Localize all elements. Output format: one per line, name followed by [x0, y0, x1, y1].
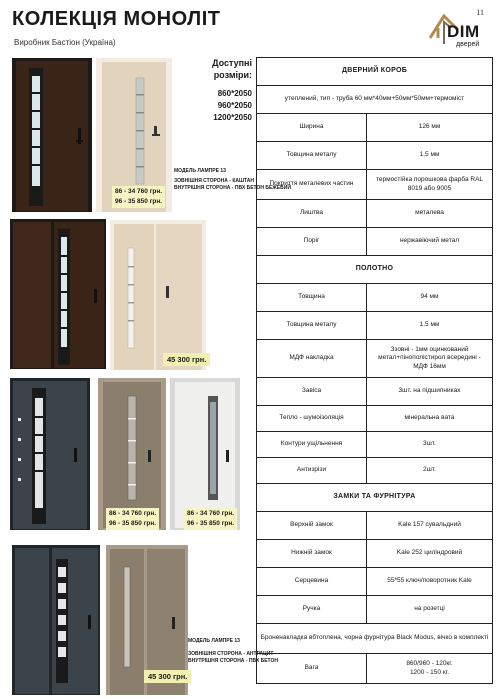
- door-image-anthracite-outside: [10, 378, 90, 530]
- table-row: Ширина 126 мм: [257, 114, 493, 142]
- table-row: МДФ накладка Ззовні - 1мм оцинкований метал+пінополістирол всередині - МДФ 16мм: [257, 340, 493, 378]
- table-row: Тепло - шумоізоляція мінеральна вата: [257, 406, 493, 432]
- model-caption-5: МОДЕЛЬ ЛАМПРЕ 13 ЗОВНІШНЯ СТОРОНА - АНТРАЦИТ ВНУТРІШНЯ СТОРОНА - ПВХ БЕТОН: [188, 638, 278, 664]
- table-row: Верхній замок Kale 157 сувальдний: [257, 512, 493, 540]
- logo-subtitle: дверей: [456, 41, 480, 48]
- table-section-header: ЗАМКИ ТА ФУРНІТУРА: [257, 484, 493, 512]
- page-title: КОЛЕКЦІЯ МОНОЛІТ: [12, 8, 221, 30]
- page-number: 11: [476, 8, 484, 17]
- table-row: Товщина 94 мм: [257, 284, 493, 312]
- table-section-header: ДВЕРНИЙ КОРОБ: [257, 58, 493, 86]
- door-image-double-beige: [110, 220, 206, 370]
- specification-table: [256, 57, 493, 684]
- table-row: Поріг нержавіючий метал: [257, 228, 493, 256]
- table-row: Антизрізи 2шт.: [257, 458, 493, 484]
- table-row: Серцевина 55*55 ключ/поворотник Kale: [257, 568, 493, 596]
- table-row: Завіса 3шт. на підшипниках: [257, 378, 493, 406]
- available-sizes: [176, 57, 252, 124]
- size-item: 1200*2050: [213, 113, 252, 122]
- door-image-cashtan-outside: [12, 58, 92, 212]
- table-row: Товщина металу 1.5 мм: [257, 312, 493, 340]
- sizes-title-line1: Доступні: [212, 58, 252, 68]
- logo-name: DIM: [447, 22, 480, 41]
- weight-value: 860/960 - 120кг. 1200 - 150 кг.: [367, 654, 493, 684]
- table-row: Покриття металевих частин термостійка порошкова фарба RAL 8019 або 9005: [257, 170, 493, 200]
- door-image-double-anthracite: [12, 545, 100, 695]
- table-row: Лиштва металева: [257, 200, 493, 228]
- price-tag-5: 45 300 грн.: [144, 670, 191, 683]
- manufacturer-subtitle: Виробник Бастіон (Україна): [14, 38, 116, 47]
- table-row: Товщина металу 1,5 мм: [257, 142, 493, 170]
- model-caption-1: МОДЕЛЬ ЛАМПРЕ 13 ЗОВНІШНЯ СТОРОНА - КАШТАН ВНУТРІШНЯ СТОРОНА - ПВХ БЕТОН БЕЖЕВИЙ: [174, 168, 291, 191]
- table-section-header: ПОЛОТНО: [257, 256, 493, 284]
- price-tag-3: 86 - 34 760 грн. 96 - 35 850 грн.: [106, 508, 159, 530]
- table-row: Вага 860/960 - 120кг. 1200 - 150 кг.: [257, 654, 493, 684]
- table-row: Броненакладка вбтоплена, чорна фурнітура Black Modus, вічко в комплекті: [257, 624, 493, 654]
- size-item: 960*2050: [217, 101, 252, 110]
- sizes-title-line2: розміри:: [213, 70, 252, 80]
- price-tag-2: 45 300 грн.: [163, 353, 210, 366]
- size-item: 860*2050: [217, 89, 252, 98]
- table-row: Ручка на розетці: [257, 596, 493, 624]
- table-row: Контури ущільнення 3шт.: [257, 432, 493, 458]
- door-image-double-cashtan: [10, 219, 106, 369]
- price-tag-1: 86 - 34 760 грн. 96 - 35 850 грн.: [112, 186, 165, 208]
- table-row: Нижній замок Kale 252 циліндровий: [257, 540, 493, 568]
- table-row: утеплений, тип - труба 60 мм*40мм+50мм*50мм+термоміст: [257, 86, 493, 114]
- price-tag-4: 86 - 34 760 грн. 96 - 35 850 грн.: [184, 508, 237, 530]
